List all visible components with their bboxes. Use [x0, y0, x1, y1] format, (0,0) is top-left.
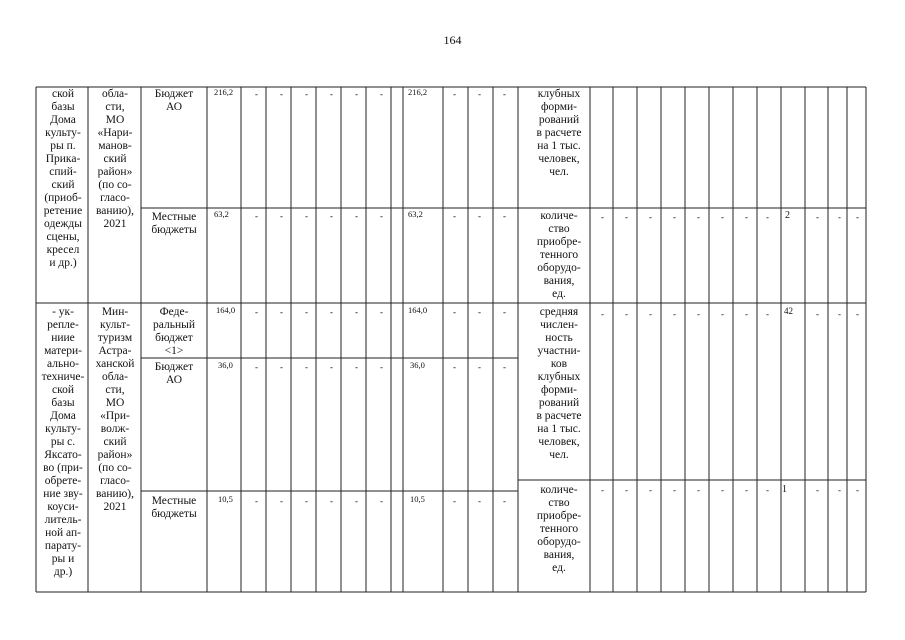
- empty-dash: [380, 497, 383, 506]
- empty-dash: [355, 212, 358, 221]
- total-value-1a: 216,2: [214, 87, 234, 97]
- empty-dash: [601, 486, 604, 495]
- empty-dash: [478, 497, 481, 506]
- empty-dash: [503, 212, 506, 221]
- empty-dash: [816, 310, 819, 319]
- total-value-1b: 63,2: [214, 209, 229, 219]
- year-value-2a: 164,0: [408, 305, 428, 315]
- empty-dash: [478, 212, 481, 221]
- indicator-value-2a: 42: [784, 306, 793, 316]
- empty-dash: [649, 486, 652, 495]
- empty-dash: [380, 90, 383, 99]
- empty-dash: [503, 90, 506, 99]
- empty-dash: [380, 212, 383, 221]
- empty-dash: [255, 497, 258, 506]
- empty-dash: [280, 497, 283, 506]
- empty-dash: [255, 308, 258, 317]
- empty-dash: [453, 497, 456, 506]
- empty-dash: [330, 90, 333, 99]
- empty-dash: [355, 308, 358, 317]
- empty-dash: [330, 497, 333, 506]
- empty-dash: [380, 308, 383, 317]
- empty-dash: [355, 363, 358, 372]
- empty-dash: [745, 213, 748, 222]
- empty-dash: [856, 310, 859, 319]
- empty-dash: [697, 213, 700, 222]
- empty-dash: [625, 213, 628, 222]
- indicator-value-2b: 1: [782, 484, 787, 495]
- executor-cell-1: обла- сти, МО «Нари- манов- ский район» (по со- гласо- ванию), 2021: [96, 88, 134, 230]
- empty-dash: [305, 308, 308, 317]
- indicator-cell-1b: количе- ство приобре- тенного оборудо- вания, ед.: [536, 210, 582, 300]
- empty-dash: [355, 497, 358, 506]
- empty-dash: [453, 212, 456, 221]
- object-cell-1: ской базы Дома культу- ры п. Прика- спий- ский (приоб- ретение одежды сцены, кресел и др.): [43, 88, 83, 269]
- empty-dash: [453, 363, 456, 372]
- empty-dash: [330, 212, 333, 221]
- empty-dash: [280, 212, 283, 221]
- empty-dash: [255, 363, 258, 372]
- empty-dash: [503, 497, 506, 506]
- empty-dash: [856, 213, 859, 222]
- empty-dash: [478, 363, 481, 372]
- empty-dash: [280, 90, 283, 99]
- source-cell-2a: Феде- ральный бюджет <1>: [153, 306, 195, 357]
- empty-dash: [766, 213, 769, 222]
- empty-dash: [453, 90, 456, 99]
- empty-dash: [453, 308, 456, 317]
- total-value-2a: 164,0: [216, 305, 236, 315]
- empty-dash: [838, 486, 841, 495]
- empty-dash: [673, 310, 676, 319]
- indicator-cell-2b: количе- ство приобре- тенного оборудо- вания, ед.: [536, 484, 582, 574]
- indicator-value-1b: 2: [785, 210, 790, 221]
- empty-dash: [478, 90, 481, 99]
- empty-dash: [838, 310, 841, 319]
- year-value-1a: 216,2: [408, 87, 428, 97]
- empty-dash: [280, 308, 283, 317]
- empty-dash: [305, 497, 308, 506]
- empty-dash: [649, 213, 652, 222]
- empty-dash: [816, 213, 819, 222]
- empty-dash: [745, 310, 748, 319]
- empty-dash: [697, 310, 700, 319]
- empty-dash: [766, 310, 769, 319]
- object-cell-2: - ук- репле- ниие матери- ально- техниче- ской базы Дома культу- ры с. Яксато- во (при- обрете- ние зву- коуси- литель- ной ап- парату- ры и др.): [41, 306, 85, 578]
- empty-dash: [649, 310, 652, 319]
- empty-dash: [856, 486, 859, 495]
- empty-dash: [601, 310, 604, 319]
- empty-dash: [280, 363, 283, 372]
- empty-dash: [380, 363, 383, 372]
- empty-dash: [816, 486, 819, 495]
- year-value-2b: 36,0: [410, 360, 425, 370]
- empty-dash: [503, 308, 506, 317]
- total-value-2b: 36,0: [218, 360, 233, 370]
- empty-dash: [330, 308, 333, 317]
- source-cell-2c: Местные бюджеты: [151, 495, 197, 520]
- indicator-cell-2a: средняя числен- ность участни- ков клубных форми- рований в расчете на 1 тыс. человек, чел.: [536, 306, 582, 461]
- empty-dash: [355, 90, 358, 99]
- total-value-2c: 10,5: [218, 494, 233, 504]
- empty-dash: [721, 486, 724, 495]
- empty-dash: [305, 363, 308, 372]
- executor-cell-2: Мин- культ- туризм Астра- ханской обла- сти, МО «При- волж- ский район» (по со- гласо- ванию), 2021: [95, 306, 135, 513]
- empty-dash: [697, 486, 700, 495]
- empty-dash: [305, 212, 308, 221]
- empty-dash: [255, 90, 258, 99]
- empty-dash: [625, 486, 628, 495]
- empty-dash: [673, 486, 676, 495]
- empty-dash: [673, 213, 676, 222]
- empty-dash: [478, 308, 481, 317]
- source-cell-1b: Местные бюджеты: [151, 211, 197, 236]
- empty-dash: [766, 486, 769, 495]
- year-value-2c: 10,5: [410, 494, 425, 504]
- empty-dash: [330, 363, 333, 372]
- source-cell-1a: Бюджет АО: [154, 88, 194, 113]
- empty-dash: [601, 213, 604, 222]
- empty-dash: [503, 363, 506, 372]
- year-value-1b: 63,2: [408, 209, 423, 219]
- empty-dash: [838, 213, 841, 222]
- indicator-cell-1a: клубных форми- рований в расчете на 1 тыс. человек, чел.: [536, 88, 582, 178]
- empty-dash: [721, 310, 724, 319]
- empty-dash: [305, 90, 308, 99]
- empty-dash: [255, 212, 258, 221]
- empty-dash: [625, 310, 628, 319]
- page-number: 164: [443, 33, 462, 47]
- empty-dash: [721, 213, 724, 222]
- empty-dash: [745, 486, 748, 495]
- source-cell-2b: Бюджет АО: [154, 361, 194, 386]
